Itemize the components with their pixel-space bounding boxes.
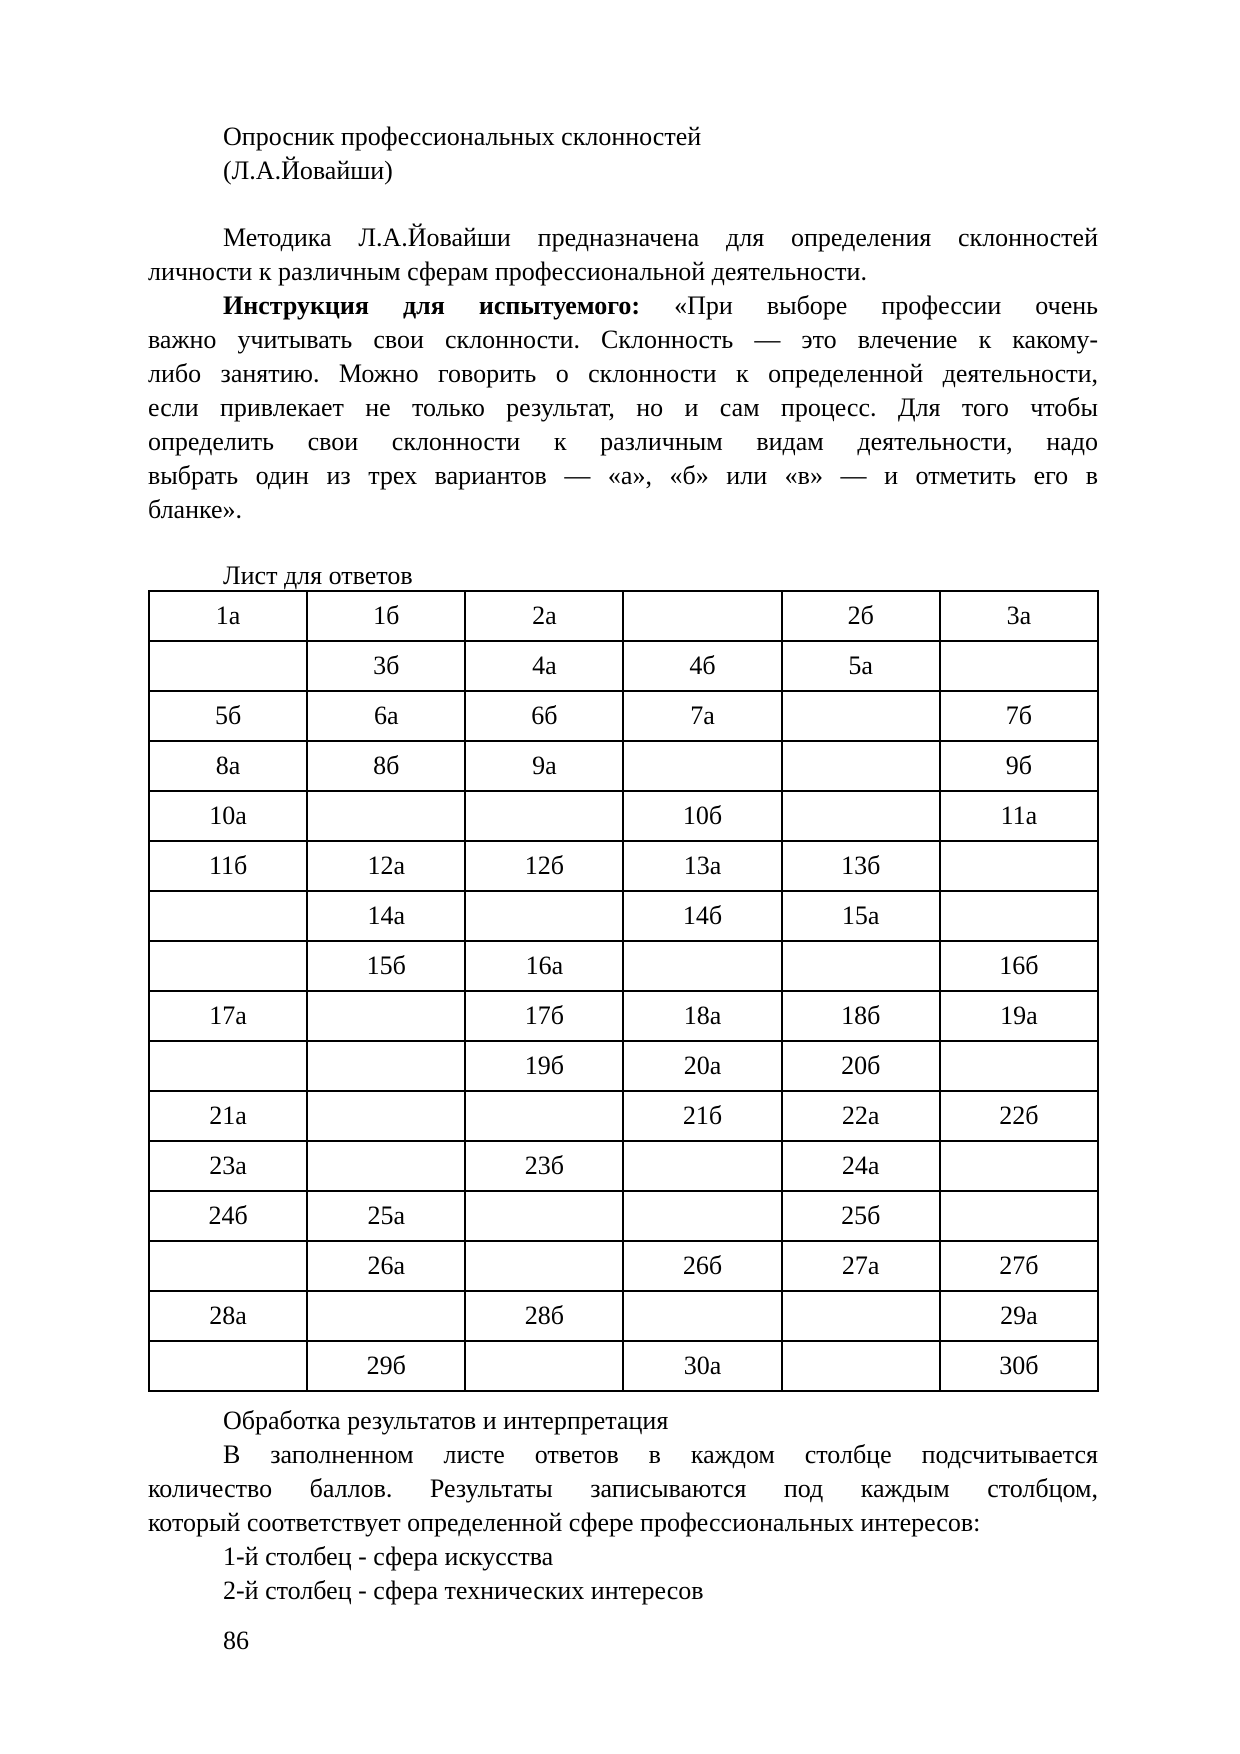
table-cell: 26а [307,1241,465,1291]
processing-line: количество баллов. Результаты записываются под каждым столбцом, [148,1474,1098,1503]
table-cell: 17б [465,991,623,1041]
table-cell [149,641,307,691]
answer-sheet-caption: Лист для ответов [223,561,413,590]
table-row [149,591,1098,641]
table-cell: 9а [465,741,623,791]
table-cell: 2а [465,591,623,641]
table-cell [465,1091,623,1141]
table-row [149,1191,1098,1241]
table-cell: 20а [623,1041,781,1091]
table-cell: 6б [465,691,623,741]
table-cell: 12а [307,841,465,891]
table-cell [940,641,1098,691]
table-cell: 18а [623,991,781,1041]
instruction-line: если привлекает не только результат, но и сам процесс. Для того чтобы [148,393,1098,422]
table-cell: 16б [940,941,1098,991]
table-cell: 5а [782,641,940,691]
table-cell: 25б [782,1191,940,1241]
table-cell [465,1191,623,1241]
answer-sheet-table [148,590,1099,1392]
title-line-2: (Л.А.Йовайши) [223,156,393,185]
table-row [149,1041,1098,1091]
instruction-line: либо занятию. Можно говорить о склонности к определенной деятельности, [148,359,1098,388]
table-cell: 1а [149,591,307,641]
instruction-label: Инструкция для испытуемого: [223,291,641,320]
table-cell [782,1341,940,1391]
processing-heading: Обработка результатов и интерпретация [223,1406,669,1435]
table-cell [782,791,940,841]
table-cell [307,1091,465,1141]
table-cell [307,1291,465,1341]
table-cell: 1б [307,591,465,641]
table-cell [623,1191,781,1241]
table-cell: 23б [465,1141,623,1191]
table-row [149,891,1098,941]
table-cell [623,1141,781,1191]
table-cell: 27б [940,1241,1098,1291]
table-cell: 21а [149,1091,307,1141]
table-cell: 10а [149,791,307,841]
table-cell: 6а [307,691,465,741]
intro-line-2: личности к различным сферам профессиональной деятельности. [148,257,867,286]
processing-item: 1-й столбец - сфера искусства [223,1542,554,1571]
table-cell: 8б [307,741,465,791]
table-cell [307,791,465,841]
table-cell: 15а [782,891,940,941]
table-cell [782,941,940,991]
table-cell: 14а [307,891,465,941]
table-cell [940,841,1098,891]
table-cell: 25а [307,1191,465,1241]
processing-line: В заполненном листе ответов в каждом столбце подсчитывается [223,1440,1098,1469]
table-cell [307,1041,465,1091]
table-cell [149,1041,307,1091]
table-cell: 21б [623,1091,781,1141]
table-cell: 11а [940,791,1098,841]
table-cell [623,941,781,991]
table-cell: 29б [307,1341,465,1391]
table-cell: 8а [149,741,307,791]
table-cell [465,791,623,841]
table-cell [623,591,781,641]
instruction-line-1 [223,289,1098,322]
table-row [149,1141,1098,1191]
table-cell [149,1341,307,1391]
table-cell: 4а [465,641,623,691]
table-row [149,1091,1098,1141]
table-cell: 22б [940,1091,1098,1141]
table-cell [782,691,940,741]
table-cell: 14б [623,891,781,941]
instruction-line: определить свои склонности к различным видам деятельности, надо [148,427,1098,456]
table-cell: 10б [623,791,781,841]
table-cell: 15б [307,941,465,991]
table-cell: 16а [465,941,623,991]
table-row [149,741,1098,791]
table-cell: 5б [149,691,307,741]
table-cell: 20б [782,1041,940,1091]
table-row [149,641,1098,691]
instruction-line: бланке». [148,495,243,524]
table-cell: 19б [465,1041,623,1091]
table-cell: 24б [149,1191,307,1241]
table-cell [940,1041,1098,1091]
table-cell [623,1291,781,1341]
table-row [149,991,1098,1041]
table-cell [465,891,623,941]
table-row [149,1341,1098,1391]
table-cell [940,891,1098,941]
table-cell: 7а [623,691,781,741]
table-cell: 12б [465,841,623,891]
instruction-line: важно учитывать свои склонности. Склонность — это влечение к какому- [148,325,1098,354]
table-cell: 19а [940,991,1098,1041]
table-cell [940,1191,1098,1241]
table-cell [465,1341,623,1391]
intro-line-1: Методика Л.А.Йовайши предназначена для определения склонностей [223,223,1098,252]
table-cell [307,991,465,1041]
title-line-1: Опросник профессиональных склонностей [223,122,702,151]
table-cell: 29а [940,1291,1098,1341]
table-cell: 4б [623,641,781,691]
table-cell [623,741,781,791]
table-cell [940,1141,1098,1191]
table-cell [782,1291,940,1341]
table-cell: 2б [782,591,940,641]
table-cell: 30б [940,1341,1098,1391]
table-cell [149,941,307,991]
table-cell [149,891,307,941]
processing-item: 2-й столбец - сфера технических интересов [223,1576,704,1605]
table-cell: 17а [149,991,307,1041]
table-cell: 18б [782,991,940,1041]
table-cell: 9б [940,741,1098,791]
table-row [149,791,1098,841]
table-cell: 23а [149,1141,307,1191]
table-cell: 28б [465,1291,623,1341]
table-row [149,1241,1098,1291]
table-cell [307,1141,465,1191]
instruction-first-line-rest: «При выборе профессии очень [674,291,1099,320]
table-row [149,841,1098,891]
table-cell [782,741,940,791]
table-cell: 11б [149,841,307,891]
table-cell: 24а [782,1141,940,1191]
page-number: 86 [223,1626,249,1655]
table-cell: 13б [782,841,940,891]
table-cell: 27а [782,1241,940,1291]
table-cell [149,1241,307,1291]
processing-line: который соответствует определенной сфере профессиональных интересов: [148,1508,981,1537]
table-cell: 28а [149,1291,307,1341]
table-cell: 3б [307,641,465,691]
table-cell: 7б [940,691,1098,741]
table-cell: 13а [623,841,781,891]
table-cell: 22а [782,1091,940,1141]
table-cell: 3а [940,591,1098,641]
table-row [149,691,1098,741]
table-row [149,1291,1098,1341]
table-cell: 26б [623,1241,781,1291]
table-row [149,941,1098,991]
table-cell: 30а [623,1341,781,1391]
table-cell [465,1241,623,1291]
instruction-line: выбрать один из трех вариантов — «а», «б» или «в» — и отметить его в [148,461,1098,490]
